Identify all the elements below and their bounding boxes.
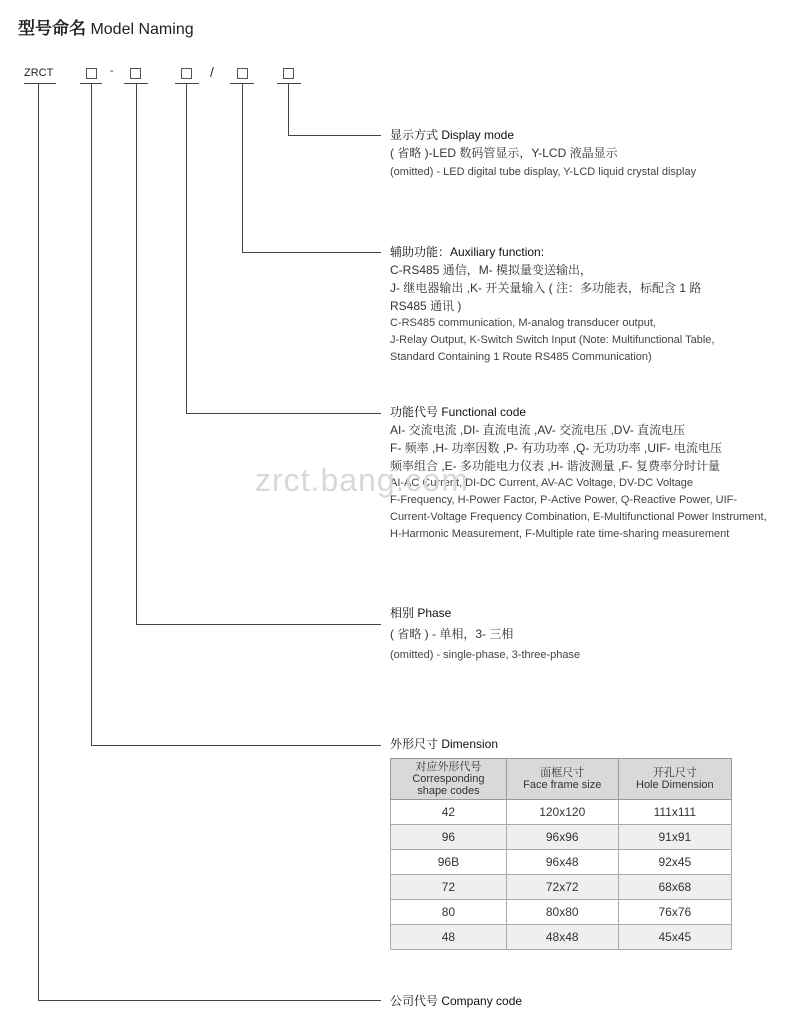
col-shape-codes — [391, 759, 507, 800]
dimension-table — [390, 758, 732, 950]
separator-dash: - — [110, 65, 114, 77]
box-underline — [277, 83, 301, 84]
display-mode-box — [283, 68, 294, 79]
cell-face: 48x48 — [506, 925, 618, 950]
aux-cn-line2: J- 继电器输出 ,K- 开关量输入 ( 注：多功能表，标配含 1 路 — [390, 281, 702, 295]
connector-company — [38, 84, 39, 1000]
box-underline — [175, 83, 199, 84]
cell-face: 96x96 — [506, 825, 618, 850]
table-row — [391, 800, 732, 825]
aux-function-section — [390, 243, 714, 366]
aux-en-line1: C-RS485 communication, M-analog transducer output, — [390, 317, 656, 329]
cell-hole: 45x45 — [618, 925, 731, 950]
function-cn-line2: F- 频率 ,H- 功率因数 ,P- 有功功率 ,Q- 无功功率 ,UIF- 电流电压 — [390, 441, 722, 455]
dimension-code-box — [86, 68, 97, 79]
page-title — [18, 14, 194, 39]
table-row — [391, 900, 732, 925]
display-mode-en: (omitted) - LED digital tube display, Y-LCD liquid crystal display — [390, 166, 697, 178]
connector-display — [288, 84, 289, 135]
table-row — [391, 850, 732, 875]
aux-cn-line3: RS485 通讯 ) — [390, 299, 462, 313]
company-code-section — [390, 992, 522, 1010]
aux-en-line2: J-Relay Output, K-Switch Switch Input (Note: Multifunctional Table, — [390, 334, 715, 346]
company-heading: 公司代号 Company code — [390, 994, 523, 1008]
display-mode-heading: 显示方式 Display mode — [390, 128, 515, 142]
col2-en: Face frame size — [523, 779, 602, 791]
table-row — [391, 925, 732, 950]
title-en: Model Naming — [90, 21, 194, 38]
aux-cn-line1: C-RS485 通信，M- 模拟量变送输出， — [390, 263, 593, 277]
function-cn-line1: AI- 交流电流 ,DI- 直流电流 ,AV- 交流电压 ,DV- 直流电压 — [390, 423, 686, 437]
cell-hole: 76x76 — [618, 900, 731, 925]
display-mode-cn: ( 省略 )-LED 数码管显示，Y-LCD 液晶显示 — [390, 146, 618, 160]
cell-code: 96 — [391, 825, 507, 850]
cell-hole: 111x111 — [618, 800, 731, 825]
connector-company-h — [38, 1000, 381, 1001]
phase-section — [390, 604, 580, 664]
function-en-line2: F-Frequency, H-Power Factor, P-Active Power, Q-Reactive Power, UIF- — [390, 494, 738, 506]
cell-code: 80 — [391, 900, 507, 925]
prefix-underline — [24, 83, 56, 84]
title-cn: 型号命名 — [18, 19, 86, 38]
phase-en: (omitted) - single-phase, 3-three-phase — [390, 649, 581, 661]
cell-hole: 68x68 — [618, 875, 731, 900]
connector-function — [186, 84, 187, 413]
connector-display-h — [288, 135, 381, 136]
cell-face: 80x80 — [506, 900, 618, 925]
function-en-line1: AI-AC Current, DI-DC Current, AV-AC Voltage, DV-DC Voltage — [390, 477, 694, 489]
cell-face: 72x72 — [506, 875, 618, 900]
aux-en-line3: Standard Containing 1 Route RS485 Communication) — [390, 351, 652, 363]
display-mode-section — [390, 126, 696, 181]
cell-face: 120x120 — [506, 800, 618, 825]
col3-cn: 开孔尺寸 — [652, 767, 697, 779]
phase-heading: 相别 Phase — [390, 606, 452, 620]
col1-en2: shape codes — [417, 785, 480, 797]
model-prefix: ZRCT — [24, 67, 54, 79]
function-en-line4: H-Harmonic Measurement, F-Multiple rate time-sharing measurement — [390, 528, 730, 540]
connector-phase-h — [136, 624, 381, 625]
separator-slash: / — [210, 64, 214, 80]
cell-code: 42 — [391, 800, 507, 825]
function-en-line3: Current-Voltage Frequency Combination, E-Multifunctional Power Instrument, — [390, 511, 767, 523]
connector-aux — [242, 84, 243, 252]
function-cn-line3: 频率组合 ,E- 多功能电力仪表 ,H- 谐波测量 ,F- 复费率分时计量 — [390, 459, 720, 473]
cell-hole: 92x45 — [618, 850, 731, 875]
table-row — [391, 825, 732, 850]
col3-en: Hole Dimension — [636, 779, 714, 791]
col1-en1: Corresponding — [412, 773, 485, 785]
function-heading: 功能代号 Functional code — [390, 405, 527, 419]
dimension-section — [390, 735, 498, 753]
col2-cn: 面框尺寸 — [540, 767, 585, 779]
phase-cn: ( 省略 ) - 单相，3- 三相 — [390, 627, 514, 641]
connector-phase — [136, 84, 137, 624]
cell-face: 96x48 — [506, 850, 618, 875]
connector-function-h — [186, 413, 381, 414]
watermark: zrct.bang.com — [255, 462, 469, 498]
cell-hole: 91x91 — [618, 825, 731, 850]
function-code-box — [181, 68, 192, 79]
col-hole-dimension — [618, 759, 731, 800]
col1-cn: 对应外形代号 — [415, 761, 482, 773]
cell-code: 96B — [391, 850, 507, 875]
table-header-row — [391, 759, 732, 800]
table-row — [391, 875, 732, 900]
connector-dimension-h — [91, 745, 381, 746]
cell-code: 72 — [391, 875, 507, 900]
phase-code-box — [130, 68, 141, 79]
aux-heading: 辅助功能：Auxiliary function: — [390, 245, 545, 259]
aux-function-box — [237, 68, 248, 79]
connector-aux-h — [242, 252, 381, 253]
col-face-frame — [506, 759, 618, 800]
cell-code: 48 — [391, 925, 507, 950]
connector-dimension — [91, 84, 92, 745]
dimension-heading: 外形尺寸 Dimension — [390, 737, 499, 751]
